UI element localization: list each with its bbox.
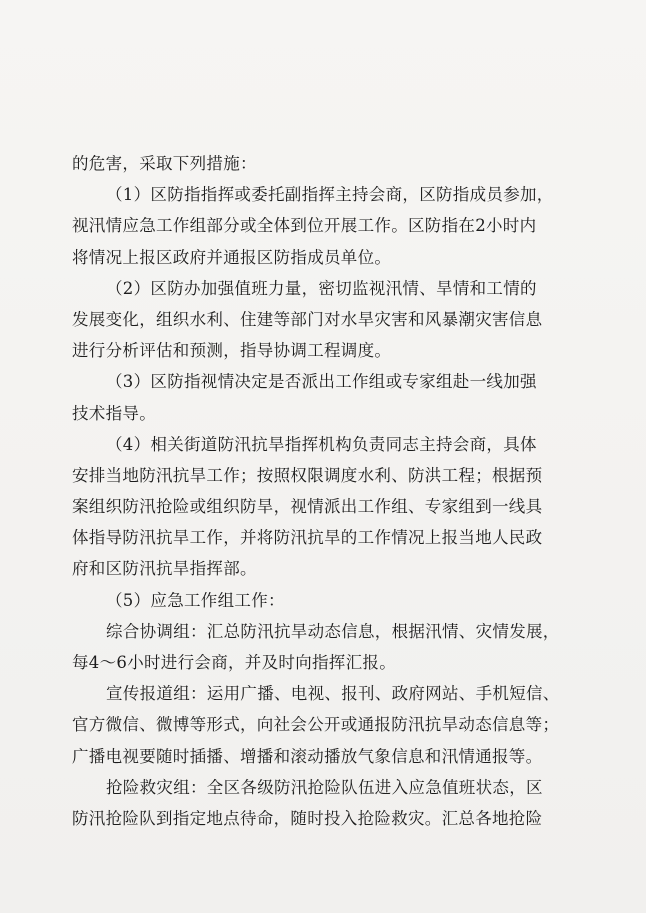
- text-line: （4）相关街道防汛抗旱指挥机构负责同志主持会商，具体: [106, 434, 537, 454]
- text-line: 的危害，采取下列措施：: [72, 154, 257, 173]
- text-line: （1）区防指指挥或委托副指挥主持会商，区防指成员参加，: [106, 185, 554, 205]
- text-line: 每4～6小时进行会商，并及时向指挥汇报。: [72, 653, 396, 672]
- text-line: 抢险救灾组：全区各级防汛抢险队伍进入应急值班状态，区: [106, 777, 543, 797]
- text-line: 技术指导。: [72, 403, 156, 423]
- text-line: 视汛情应急工作组部分或全体到位开展工作。区防指在2小时内: [72, 216, 537, 236]
- text-line: 综合协调组：汇总防汛抗旱动态信息，根据汛情、灾情发展，: [106, 621, 560, 641]
- text-line: 防汛抢险队到指定地点待命，随时投入抢险救灾。汇总各地抢险: [72, 808, 543, 828]
- body-text: [72, 148, 584, 834]
- text-line: 府和区防汛抗旱指挥部。: [72, 559, 257, 579]
- text-line: （5）应急工作组工作：: [106, 590, 285, 610]
- text-line: 宣传报道组：运用广播、电视、报刊、政府网站、手机短信、: [106, 684, 560, 704]
- text-line: 进行分析评估和预测，指导协调工程调度。: [72, 341, 392, 361]
- text-line: 广播电视要随时插播、增播和滚动播放气象信息和汛情通报等。: [72, 746, 543, 766]
- text-line: 官方微信、微博等形式，向社会公开或通报防汛抗旱动态信息等；: [72, 715, 560, 735]
- text-line: 体指导防汛抗旱工作，并将防汛抗旱的工作情况上报当地人民政: [72, 528, 543, 548]
- text-line: 发展变化，组织水利、住建等部门对水旱灾害和风暴潮灾害信息: [72, 309, 543, 329]
- text-line: （2）区防办加强值班力量，密切监视汛情、旱情和工情的: [106, 278, 537, 298]
- text-line: 案组织防汛抢险或组织防旱，视情派出工作组、专家组到一线具: [72, 497, 543, 517]
- text-line: （3）区防指视情决定是否派出工作组或专家组赴一线加强: [106, 372, 537, 392]
- text-line: 安排当地防汛抗旱工作；按照权限调度水利、防洪工程；根据预: [72, 465, 543, 485]
- text-line: 将情况上报区政府并通报区防指成员单位。: [72, 247, 392, 267]
